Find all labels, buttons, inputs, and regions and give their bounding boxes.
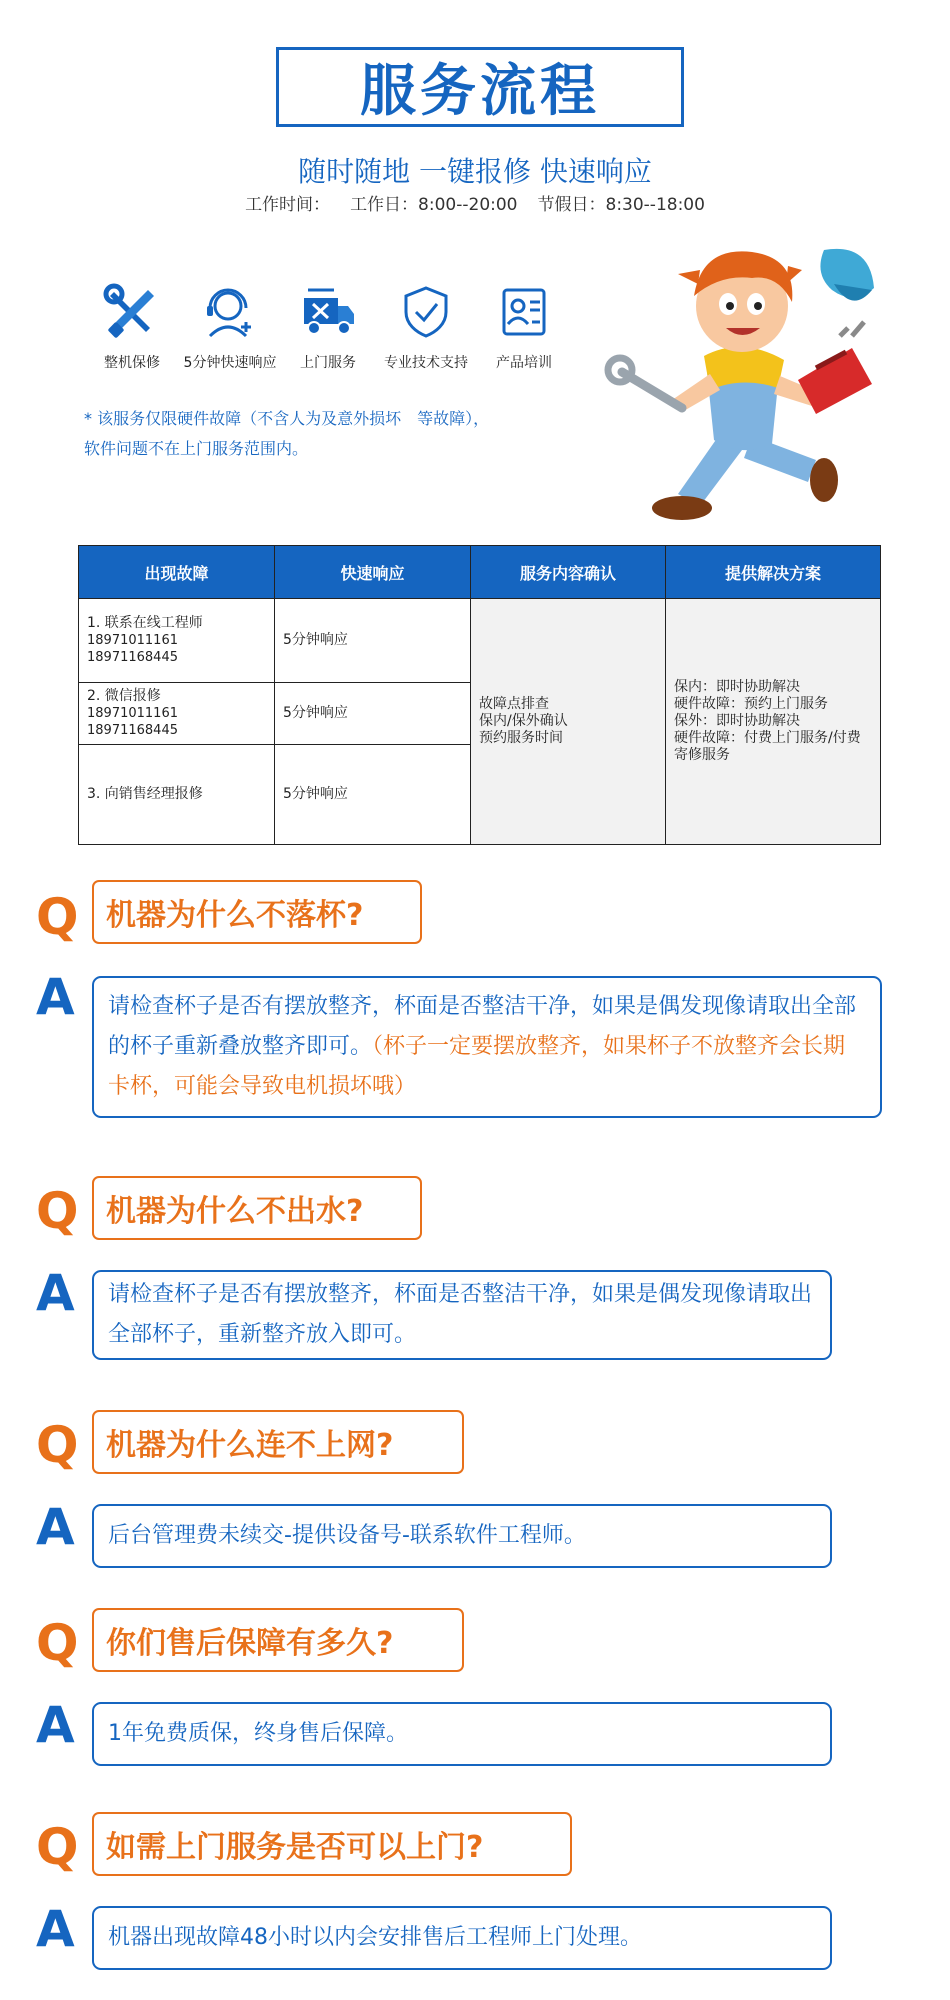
table-header: 服务内容确认 [471, 546, 666, 599]
faq-question: 机器为什么连不上网? [92, 1410, 464, 1474]
service-label: 专业技术支持 [384, 355, 468, 371]
faq-answer [92, 1504, 832, 1568]
fault-cell [79, 745, 275, 845]
service-truck-icon [298, 282, 358, 342]
q-letter: Q [36, 1182, 79, 1240]
phone-number: 18971168445 [87, 723, 178, 738]
service-note: * 该服务仅限硬件故障（不含人为及意外损坏 等故障），软件问题不在上门服务范围内。 [84, 409, 490, 458]
faq-answer [92, 1702, 832, 1766]
faq-question: 如需上门服务是否可以上门? [92, 1812, 572, 1876]
service-flow-table [78, 545, 881, 845]
phone-number: 18971168445 [87, 650, 178, 665]
wrench-screwdriver-icon [102, 282, 162, 342]
service-label: 上门服务 [300, 355, 356, 371]
faq-answer [92, 976, 882, 1118]
headset-person-icon [200, 282, 260, 342]
answer-text: 请检查杯子是否有摆放整齐，杯面是否整洁干净，如果是偶发现像请取出全部杯子，重新整齐放入即可。 [108, 1282, 813, 1347]
q-letter: Q [36, 1614, 79, 1672]
faq-question: 你们售后保障有多久? [92, 1608, 464, 1672]
page-title: 服务流程 [360, 59, 600, 124]
certificate-person-icon [494, 282, 554, 342]
table-row [79, 599, 881, 683]
shield-check-icon [396, 282, 456, 342]
answer-text: 1年免费质保，终身售后保障。 [108, 1721, 408, 1746]
answer-note: （杯子一定要摆放整齐，如果杯子不放整齐会长期卡杯，可能会导致电机损坏哦） [108, 1034, 846, 1099]
service-training [454, 282, 594, 372]
holiday-hours: 节假日：8:30--18:00 [537, 195, 705, 215]
solution-line: 保外：即时协助解决 [674, 713, 800, 729]
table-header: 提供解决方案 [666, 546, 881, 599]
service-label: 5分钟快速响应 [183, 355, 277, 371]
confirm-line: 保内/保外确认 [479, 713, 568, 729]
solution-line: 硬件故障：预约上门服务 [674, 696, 828, 712]
faq-question: 机器为什么不落杯? [92, 880, 422, 944]
faq-question: 机器为什么不出水? [92, 1176, 422, 1240]
service-label: 整机保修 [104, 355, 160, 371]
response-cell: 5分钟响应 [275, 599, 471, 683]
q-letter: Q [36, 888, 79, 946]
q-letter: Q [36, 1416, 79, 1474]
confirm-cell [471, 599, 666, 845]
response-cell: 5分钟响应 [275, 683, 471, 745]
answer-text: 机器出现故障48小时以内会安排售后工程师上门处理。 [108, 1925, 642, 1950]
response-cell: 5分钟响应 [275, 745, 471, 845]
a-letter: A [36, 1696, 75, 1754]
slogan: 随时随地 一键报修 快速响应 [298, 155, 652, 188]
confirm-line: 预约服务时间 [479, 730, 563, 746]
table-header: 快速响应 [275, 546, 471, 599]
phone-number: 18971011161 [87, 633, 178, 648]
weekday-hours: 工作日：8:00--20:00 [350, 195, 518, 215]
service-label: 产品培训 [496, 355, 552, 371]
faq-answer [92, 1906, 832, 1970]
a-letter: A [36, 1264, 75, 1322]
solution-line: 硬件故障：付费上门服务/付费寄修服务 [674, 730, 861, 763]
table-header: 出现故障 [79, 546, 275, 599]
fault-cell [79, 683, 275, 745]
answer-text: 请检查杯子是否有摆放整齐，杯面是否整洁干净，如果是偶发现像请取出全部的杯子重新叠放整齐即可。 [108, 994, 857, 1059]
fault-title: 2. 微信报修 [87, 688, 161, 704]
hours-label: 工作时间： [245, 195, 331, 215]
faq-answer [92, 1270, 832, 1360]
confirm-line: 故障点排查 [479, 696, 549, 712]
solution-line: 保内：即时协助解决 [674, 679, 800, 695]
a-letter: A [36, 1900, 75, 1958]
fault-title: 1. 联系在线工程师 [87, 615, 203, 631]
q-letter: Q [36, 1818, 79, 1876]
fault-cell [79, 599, 275, 683]
solution-cell [666, 599, 881, 845]
fault-title: 3. 向销售经理报修 [87, 786, 203, 802]
working-hours [0, 190, 950, 215]
repairman-mascot-image [602, 244, 892, 534]
a-letter: A [36, 968, 75, 1026]
a-letter: A [36, 1498, 75, 1556]
table-header-row [79, 546, 881, 599]
page-title-box [276, 47, 684, 127]
answer-text: 后台管理费未续交-提供设备号-联系软件工程师。 [108, 1523, 586, 1548]
phone-number: 18971011161 [87, 706, 178, 721]
